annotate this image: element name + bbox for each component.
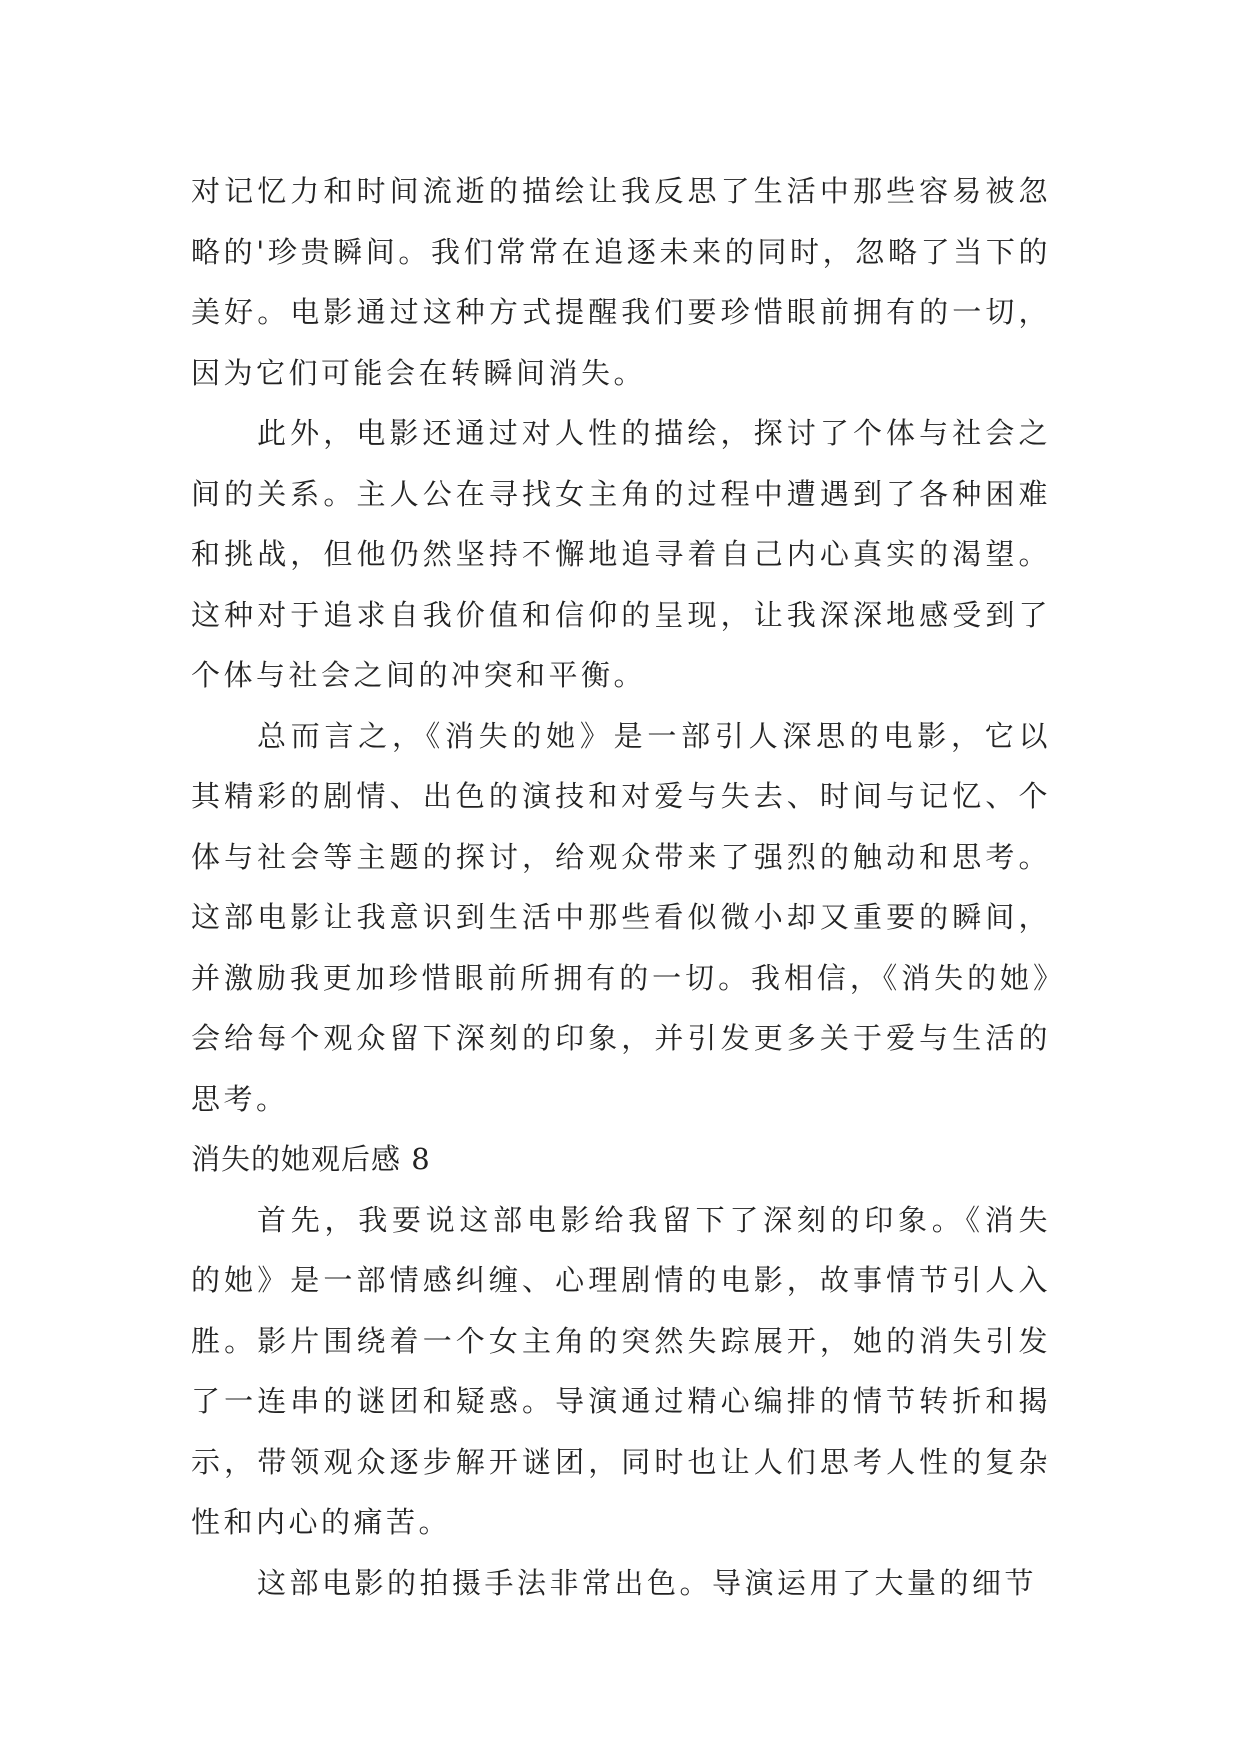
paragraph-first-impression: 首先，我要说这部电影给我留下了深刻的印象。《消失的她》是一部情感纠缠、心理剧情的电影，故事情节引人入胜。影片围绕着一个女主角的突然失踪展开，她的消失引发了一连串的谜团和疑惑。导演通过精心编排的情节转折和揭示，带领观众逐步解开谜团，同时也让人们思考人性的复杂性和内心的痛苦。: [191, 1202, 1051, 1539]
paragraph-memory-and-time: 对记忆力和时间流逝的描绘让我反思了生活中那些容易被忽略的'珍贵瞬间。我们常常在追逐未来的同时，忽略了当下的美好。电影通过这种方式提醒我们要珍惜眼前拥有的一切，因为它们可能会在转瞬间消失。: [191, 174, 1051, 390]
paragraph-cinematography: 这部电影的拍摄手法非常出色。导演运用了大量的细节: [257, 1565, 1038, 1600]
paragraph-conclusion: 总而言之，《消失的她》是一部引人深思的电影，它以其精彩的剧情、出色的演技和对爱与失去、时间与记忆、个体与社会等主题的探讨，给观众带来了强烈的触动和思考。这部电影让我意识到生活中那些看似微小却又重要的瞬间，并激励我更加珍惜眼前所拥有的一切。我相信，《消失的她》会给每个观众留下深刻的印象，并引发更多关于爱与生活的思考。: [191, 718, 1051, 1116]
section-heading: 消失的她观后感 8: [191, 1142, 431, 1176]
paragraph-individual-and-society: 此外，电影还通过对人性的描绘，探讨了个体与社会之间的关系。主人公在寻找女主角的过程中遭遇到了各种困难和挑战，但他仍然坚持不懈地追寻着自己内心真实的渴望。这种对于追求自我价值和信仰的呈现，让我深深地感受到了个体与社会之间的冲突和平衡。: [191, 416, 1051, 692]
document-body: [191, 161, 1051, 1613]
